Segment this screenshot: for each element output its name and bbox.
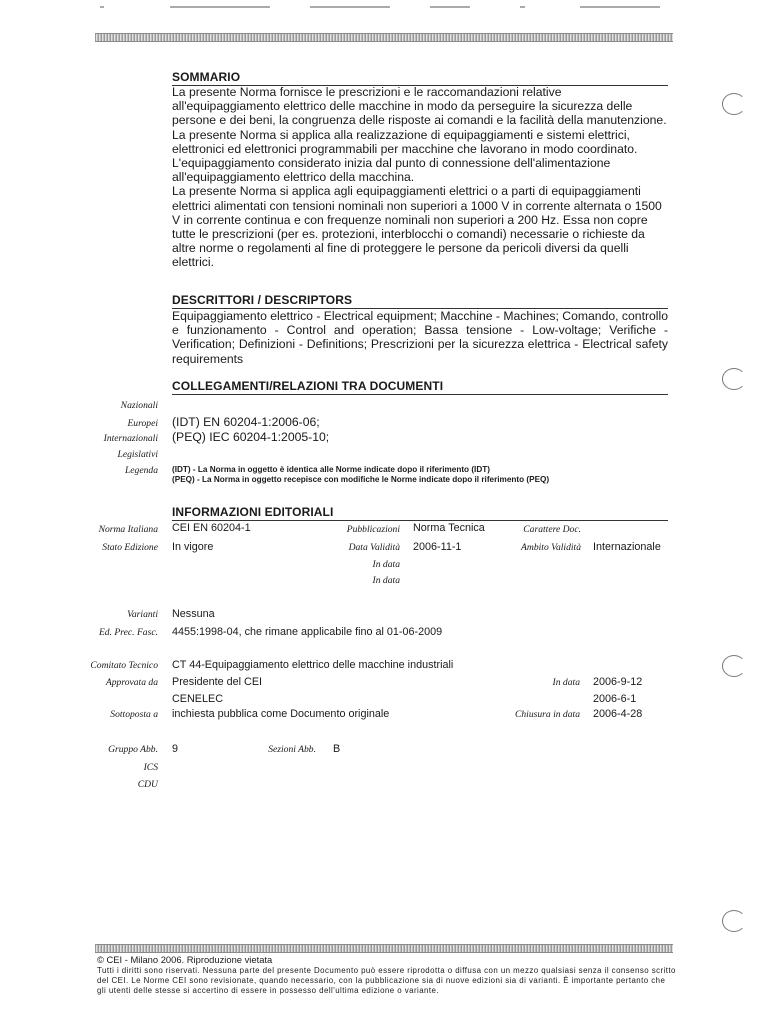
label-cdu: CDU xyxy=(137,779,158,790)
punch-hole-2 xyxy=(722,368,746,390)
label-carattere-doc: Carattere Doc. xyxy=(523,524,581,535)
legend-idt: (IDT) - La Norma in oggetto è identica alle Norme indicate dopo il riferimento (IDT) xyxy=(172,465,490,474)
value-approvata-da-1: Presidente del CEI xyxy=(172,676,263,688)
value-gruppo-abb: 9 xyxy=(172,743,179,755)
value-norma-italiana: CEI EN 60204-1 xyxy=(172,522,251,534)
footer-copyright: © CEI - Milano 2006. Riproduzione vietata xyxy=(97,954,273,965)
sommario-body xyxy=(172,85,668,270)
label-stato-edizione: Stato Edizione xyxy=(102,542,158,553)
label-in-data: In data xyxy=(372,559,400,570)
label-in-data: In data xyxy=(372,575,400,586)
label-varianti: Varianti xyxy=(127,609,158,620)
footer-band xyxy=(95,944,673,953)
value-approvata-data-2: 2006-6-1 xyxy=(593,693,637,705)
footer-note: Tutti i diritti sono riservati. Nessuna parte del presente Documento può essere riprodotta o diffusa con un mezzo qualsiasi senza il consenso scritto del CEI. Le Norme CEI sono revisionate, quando necessario, con la pubblicazione sia di nuove edizioni sia di varianti. È importante pertanto che gli utenti delle stesse si accertino di essere in possesso dell'ultima edizione o variante. xyxy=(97,966,676,996)
value-pubblicazioni: Norma Tecnica xyxy=(413,522,485,534)
descrittori-title: DESCRITTORI / DESCRIPTORS xyxy=(172,293,668,309)
label-nazionali: Nazionali xyxy=(120,400,158,411)
value-ed-prec-fasc: 4455:1998-04, che rimane applicabile fino al 01-06-2009 xyxy=(172,626,443,638)
label-approvata-da: Approvata da xyxy=(105,677,158,688)
punch-hole-4 xyxy=(722,910,746,932)
sommario-paragraph: La presente Norma si applica agli equipaggiamenti elettrici o a parti di equipaggiamenti elettrici alimentati con tensioni nominali non superiori a 1000 V in corrente alternata o 1500 V in corrente continua e con frequenze nominali non superiori a 200 Hz. Essa non copre tutte le prescrizioni (per es. protezioni, interblocchi o comandi) necessarie o richieste da altre norme o regolamenti al fine di proteggere le persone da pericoli diversi da quelli elettrici. xyxy=(172,184,662,270)
value-sezioni-abb: B xyxy=(333,743,341,755)
value-chiusura-in-data: 2006-4-28 xyxy=(593,708,643,720)
value-sottoposta-a: inchiesta pubblica come Documento originale xyxy=(172,708,390,720)
label-legenda: Legenda xyxy=(124,465,158,476)
sommario-paragraph: La presente Norma fornisce le prescrizioni e le raccomandazioni relative all'equipaggiamento elettrico delle macchine in modo da perseguire la sicurezza delle persone e dei beni, la congruenza delle risposte ai comandi e la facilità della manutenzione. xyxy=(172,85,667,128)
value-approvata-da-2: CENELEC xyxy=(172,693,224,705)
label-in-data-approvazione: In data xyxy=(552,677,580,688)
label-legislativi: Legislativi xyxy=(117,449,158,460)
label-ambito-validita: Ambito Validità xyxy=(521,542,581,553)
collegamenti-title: COLLEGAMENTI/RELAZIONI TRA DOCUMENTI xyxy=(172,379,668,395)
label-internazionali: Internazionali xyxy=(103,433,158,444)
descrittori-text: Equipaggiamento elettrico - Electrical equipment; Macchine - Machines; Comando, controllo e funzionamento - Control and operation; Bassa tensione - Low-voltage; Verifiche - Verification; Definizioni - Definitions; Prescrizioni per la sicurezza elettrica - Electrical safety requirements xyxy=(172,309,668,366)
informazioni-title: INFORMAZIONI EDITORIALI xyxy=(172,505,668,521)
punch-hole-1 xyxy=(722,93,746,115)
label-comitato-tecnico: Comitato Tecnico xyxy=(90,660,158,671)
punch-hole-3 xyxy=(722,655,746,677)
value-varianti: Nessuna xyxy=(172,608,215,620)
label-ed-prec-fasc: Ed. Prec. Fasc. xyxy=(98,627,158,638)
ref-europei: (IDT) EN 60204-1:2006-06; xyxy=(172,415,320,429)
label-chiusura-in-data: Chiusura in data xyxy=(514,709,580,720)
header-band xyxy=(95,33,673,42)
label-norma-italiana: Norma Italiana xyxy=(98,524,158,535)
label-pubblicazioni: Pubblicazioni xyxy=(346,524,400,535)
value-comitato-tecnico: CT 44-Equipaggiamento elettrico delle macchine industriali xyxy=(172,659,454,671)
label-europei: Europei xyxy=(127,418,158,429)
label-sottoposta-a: Sottoposta a xyxy=(110,709,158,720)
legend-peq: (PEQ) - La Norma in oggetto recepisce con modifiche le Norme indicate dopo il riferimento (PEQ) xyxy=(172,475,550,484)
scan-edge-marks xyxy=(0,4,768,10)
label-sezioni-abb: Sezioni Abb. xyxy=(268,744,316,755)
value-stato-edizione: In vigore xyxy=(172,541,214,553)
ref-internazionali: (PEQ) IEC 60204-1:2005-10; xyxy=(172,430,330,444)
sommario-title: SOMMARIO xyxy=(172,70,668,86)
value-data-validita: 2006-11-1 xyxy=(413,541,462,553)
value-ambito-validita: Internazionale xyxy=(593,541,661,553)
label-gruppo-abb: Gruppo Abb. xyxy=(108,744,158,755)
value-approvata-data-1: 2006-9-12 xyxy=(593,676,643,688)
label-ics: ICS xyxy=(143,762,158,773)
sommario-paragraph: L'equipaggiamento considerato inizia dal punto di connessione dell'alimentazione all'equipaggiamento elettrico della macchina. xyxy=(172,156,611,185)
label-data-validita: Data Validità xyxy=(348,542,400,553)
sommario-paragraph: La presente Norma si applica alla realizzazione di equipaggiamenti e sistemi elettrici, elettronici ed elettronici programmabili per macchine che lavorano in modo coordinato. xyxy=(172,127,638,156)
